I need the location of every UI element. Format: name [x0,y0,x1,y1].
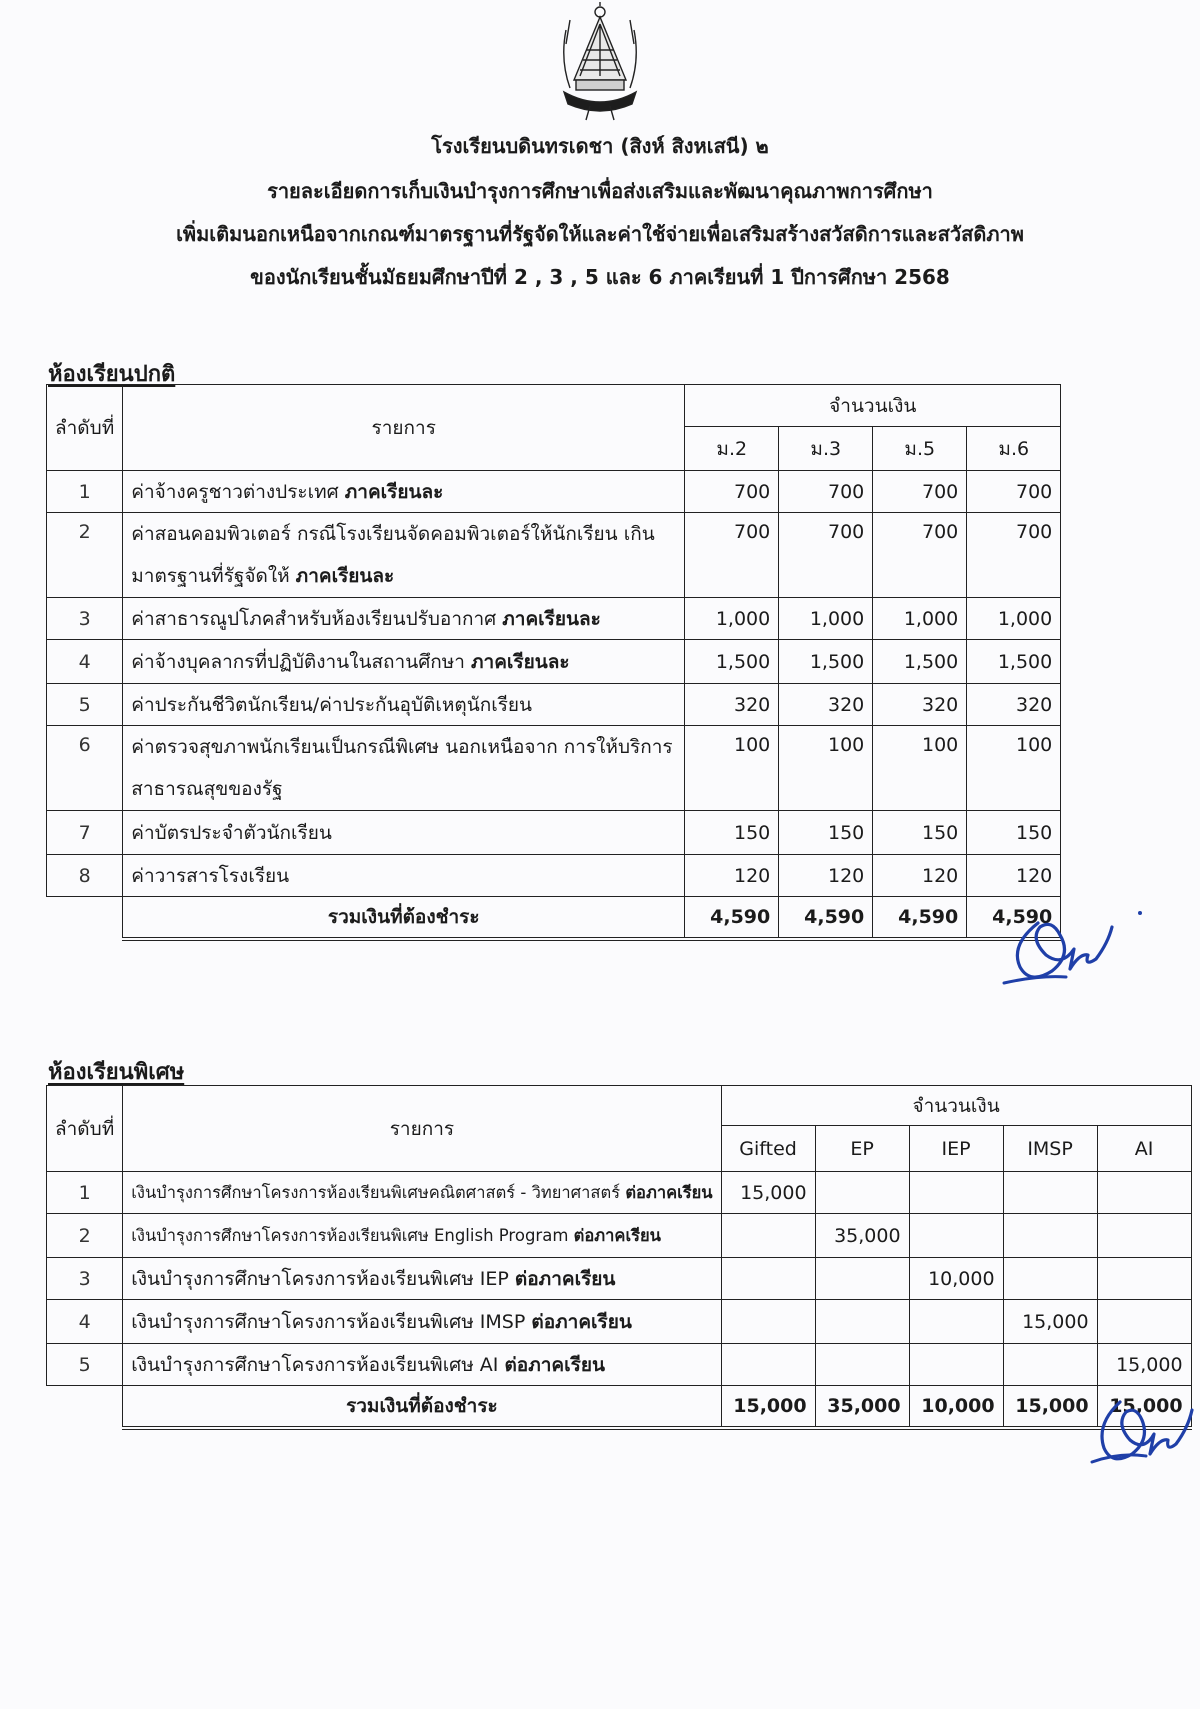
row-value: 100 [873,726,967,811]
row-index: 2 [47,513,123,598]
header-program: IEP [909,1126,1003,1172]
header-program: EP [815,1126,909,1172]
table-row [47,684,1061,726]
row-value: 700 [685,471,779,513]
row-item: ค่าตรวจสุขภาพนักเรียนเป็นกรณีพิเศษ นอกเหนือจาก การให้บริการสาธารณสุขของรัฐ [123,726,685,811]
row-value: 150 [779,811,873,855]
row-index: 3 [47,1258,123,1300]
row-value: 700 [967,471,1061,513]
table-row [47,513,1061,598]
row-value: 700 [779,471,873,513]
row-item: ค่าวารสารโรงเรียน [123,855,685,897]
table-row [47,471,1061,513]
row-value [1097,1258,1191,1300]
row-value: 100 [685,726,779,811]
table-row [47,598,1061,640]
row-value [1003,1214,1097,1258]
row-value: 10,000 [909,1258,1003,1300]
row-value: 700 [779,513,873,598]
row-value [721,1300,815,1344]
school-emblem-icon [556,0,644,122]
document-title: รายละเอียดการเก็บเงินบำรุงการศึกษาเพื่อส่งเสริมและพัฒนาคุณภาพการศึกษา [267,179,933,203]
table-row [47,1214,1192,1258]
table-row [47,1258,1192,1300]
row-item: เงินบำรุงการศึกษาโครงการห้องเรียนพิเศษ English Program ต่อภาคเรียน [123,1214,721,1258]
total-label: รวมเงินที่ต้องชำระ [123,897,685,939]
row-value [1003,1258,1097,1300]
row-value: 100 [779,726,873,811]
header-program: AI [1097,1126,1191,1172]
row-item: เงินบำรุงการศึกษาโครงการห้องเรียนพิเศษคณิตศาสตร์ - วิทยาศาสตร์ ต่อภาคเรียน [123,1172,721,1214]
table-row [47,811,1061,855]
row-value [1097,1214,1191,1258]
section-title-regular: ห้องเรียนปกติ [48,362,176,387]
row-item: ค่าสาธารณูปโภคสำหรับห้องเรียนปรับอากาศ ภาคเรียนละ [123,598,685,640]
row-item: ค่าบัตรประจำตัวนักเรียน [123,811,685,855]
row-value [909,1214,1003,1258]
row-value: 1,000 [779,598,873,640]
header-item: รายการ [123,1086,721,1172]
row-value [815,1172,909,1214]
row-value: 320 [685,684,779,726]
row-value: 1,500 [779,640,873,684]
row-value [815,1258,909,1300]
row-value: 700 [967,513,1061,598]
row-value [909,1300,1003,1344]
row-index: 8 [47,855,123,897]
header-amount: จำนวนเงิน [721,1086,1191,1126]
total-value: 10,000 [909,1386,1003,1428]
row-value: 15,000 [1097,1344,1191,1386]
row-index: 4 [47,1300,123,1344]
row-index: 2 [47,1214,123,1258]
row-index: 6 [47,726,123,811]
row-value [815,1300,909,1344]
row-value [909,1172,1003,1214]
document-subtitle: เพิ่มเติมนอกเหนือจากเกณฑ์มาตรฐานที่รัฐจัดให้และค่าใช้จ่ายเพื่อเสริมสร้างสวัสดิการและสวัสดิภาพ [176,222,1024,246]
total-row [47,897,1061,939]
row-value: 700 [873,513,967,598]
row-value: 100 [967,726,1061,811]
school-name: โรงเรียนบดินทรเดชา (สิงห์ สิงหเสนี) ๒ [431,134,769,158]
row-item: ค่าประกันชีวิตนักเรียน/ค่าประกันอุบัติเหตุนักเรียน [123,684,685,726]
table-row [47,640,1061,684]
total-value: 15,000 [1097,1386,1191,1428]
header-grade: ม.5 [873,427,967,471]
total-value: 4,590 [779,897,873,939]
row-index: 3 [47,598,123,640]
row-value: 120 [967,855,1061,897]
row-value [815,1344,909,1386]
regular-fee-table [46,384,1061,941]
row-value [721,1258,815,1300]
row-value: 35,000 [815,1214,909,1258]
total-value: 35,000 [815,1386,909,1428]
total-value: 4,590 [685,897,779,939]
header-grade: ม.2 [685,427,779,471]
row-value [1003,1344,1097,1386]
row-index: 5 [47,684,123,726]
row-value [1097,1300,1191,1344]
total-value: 4,590 [873,897,967,939]
row-item: ค่าสอนคอมพิวเตอร์ กรณีโรงเรียนจัดคอมพิวเตอร์ให้นักเรียน เกินมาตรฐานที่รัฐจัดให้ ภาคเรียนละ [123,513,685,598]
row-index: 4 [47,640,123,684]
row-value: 1,500 [967,640,1061,684]
total-label: รวมเงินที่ต้องชำระ [123,1386,721,1428]
table-row [47,1172,1192,1214]
signature-icon [1000,905,1150,995]
row-value: 700 [685,513,779,598]
row-item: เงินบำรุงการศึกษาโครงการห้องเรียนพิเศษ IEP ต่อภาคเรียน [123,1258,721,1300]
total-value: 15,000 [721,1386,815,1428]
total-value: 4,590 [967,897,1061,939]
row-value: 1,500 [873,640,967,684]
header-item: รายการ [123,385,685,471]
row-value: 15,000 [1003,1300,1097,1344]
row-item: ค่าจ้างครูชาวต่างประเทศ ภาคเรียนละ [123,471,685,513]
row-value [909,1344,1003,1386]
row-value: 320 [779,684,873,726]
row-item: ค่าจ้างบุคลากรที่ปฏิบัติงานในสถานศึกษา ภาคเรียนละ [123,640,685,684]
row-value: 1,000 [873,598,967,640]
row-value: 1,500 [685,640,779,684]
header-program: IMSP [1003,1126,1097,1172]
table-row [47,855,1061,897]
special-fee-table [46,1085,1192,1430]
row-index: 7 [47,811,123,855]
row-value: 700 [873,471,967,513]
table-row [47,1300,1192,1344]
table-row [47,726,1061,811]
row-index: 1 [47,471,123,513]
header-grade: ม.3 [779,427,873,471]
total-row [47,1386,1192,1428]
row-value: 1,000 [967,598,1061,640]
header-amount: จำนวนเงิน [685,385,1061,427]
row-value: 150 [873,811,967,855]
document-scope: ของนักเรียนชั้นมัธยมศึกษาปีที่ 2 , 3 , 5 และ 6 ภาคเรียนที่ 1 ปีการศึกษา 2568 [250,265,950,289]
row-value [1003,1172,1097,1214]
row-value [1097,1172,1191,1214]
row-value: 150 [967,811,1061,855]
row-value: 320 [873,684,967,726]
row-value: 120 [779,855,873,897]
header-index: ลำดับที่ [47,1086,123,1172]
row-index: 5 [47,1344,123,1386]
total-value: 15,000 [1003,1386,1097,1428]
row-value: 1,000 [685,598,779,640]
row-value: 15,000 [721,1172,815,1214]
row-item: เงินบำรุงการศึกษาโครงการห้องเรียนพิเศษ IMSP ต่อภาคเรียน [123,1300,721,1344]
header-index: ลำดับที่ [47,385,123,471]
row-item: เงินบำรุงการศึกษาโครงการห้องเรียนพิเศษ AI ต่อภาคเรียน [123,1344,721,1386]
header-grade: ม.6 [967,427,1061,471]
section-title-special: ห้องเรียนพิเศษ [48,1060,185,1085]
row-value: 120 [685,855,779,897]
row-index: 1 [47,1172,123,1214]
row-value: 150 [685,811,779,855]
row-value [721,1344,815,1386]
row-value: 320 [967,684,1061,726]
row-value: 120 [873,855,967,897]
row-value [721,1214,815,1258]
header-program: Gifted [721,1126,815,1172]
signature-icon [1090,1390,1200,1490]
table-row [47,1344,1192,1386]
